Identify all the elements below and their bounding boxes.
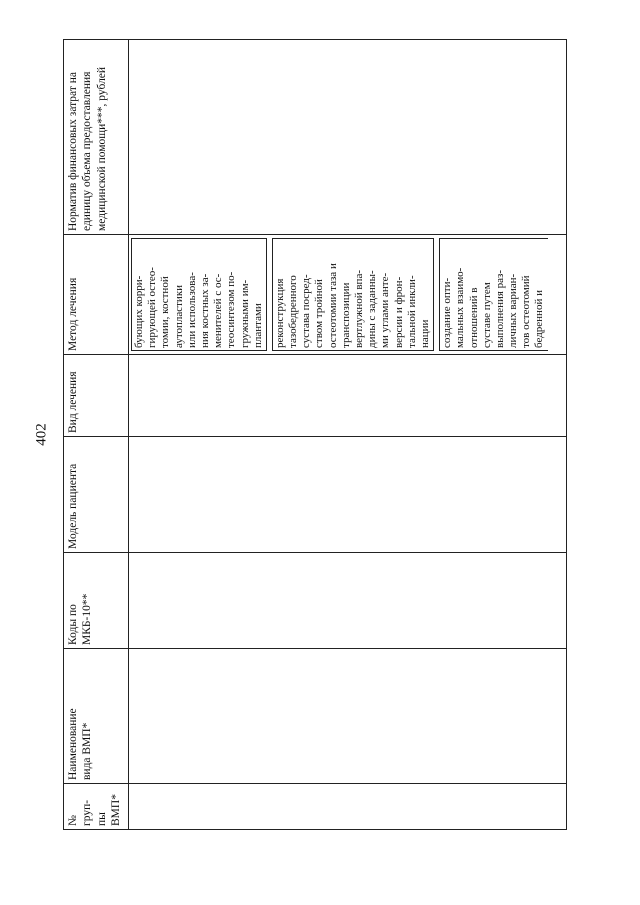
cell-icd-codes [129,553,567,649]
cell-group-number [129,784,567,830]
col-header-patient-model: Модель пациента [64,437,129,553]
cell-treatment-method [129,235,567,355]
col-header-vmp-name: Наименование вида ВМП* [64,649,129,784]
col-header-group-number: № груп- пы ВМП* [64,784,129,830]
header-row [64,40,129,830]
col-header-icd-codes: Коды по МКБ-10** [64,553,129,649]
col-header-treatment-method: Метод лечения [64,235,129,355]
rotated-table-container [63,40,567,830]
cell-treatment-type [129,355,567,437]
page-number: 402 [33,423,50,446]
cell-patient-model [129,437,567,553]
method-entry: бующих корри- гирующей остео- томии, костной аутопластики или использова- ния костных за- менителей с ос- теосинтезом по- гружными им- плантами [131,238,267,351]
col-header-financial-norm: Норматив финансовых затрат на единицу объема предоставления медицинской помощи***, рублей [64,40,129,235]
col-header-treatment-type: Вид лечения [64,355,129,437]
vmp-table [63,39,567,830]
table-row [129,40,567,830]
cell-financial-norm [129,40,567,235]
method-entry: реконструкция тазобедренного сустава посред- ством тройной остеотомии таза и транспозиции вертлужной впа- дины с заданны- ми углами анте- версии и фрон- тальной инкли- нации [272,238,434,351]
cell-vmp-name [129,649,567,784]
method-entry: создание опти- мальных взаимо- отношений в суставе путем выполнения раз- личных вариан- тов остеотомий бедренной и [439,238,548,351]
